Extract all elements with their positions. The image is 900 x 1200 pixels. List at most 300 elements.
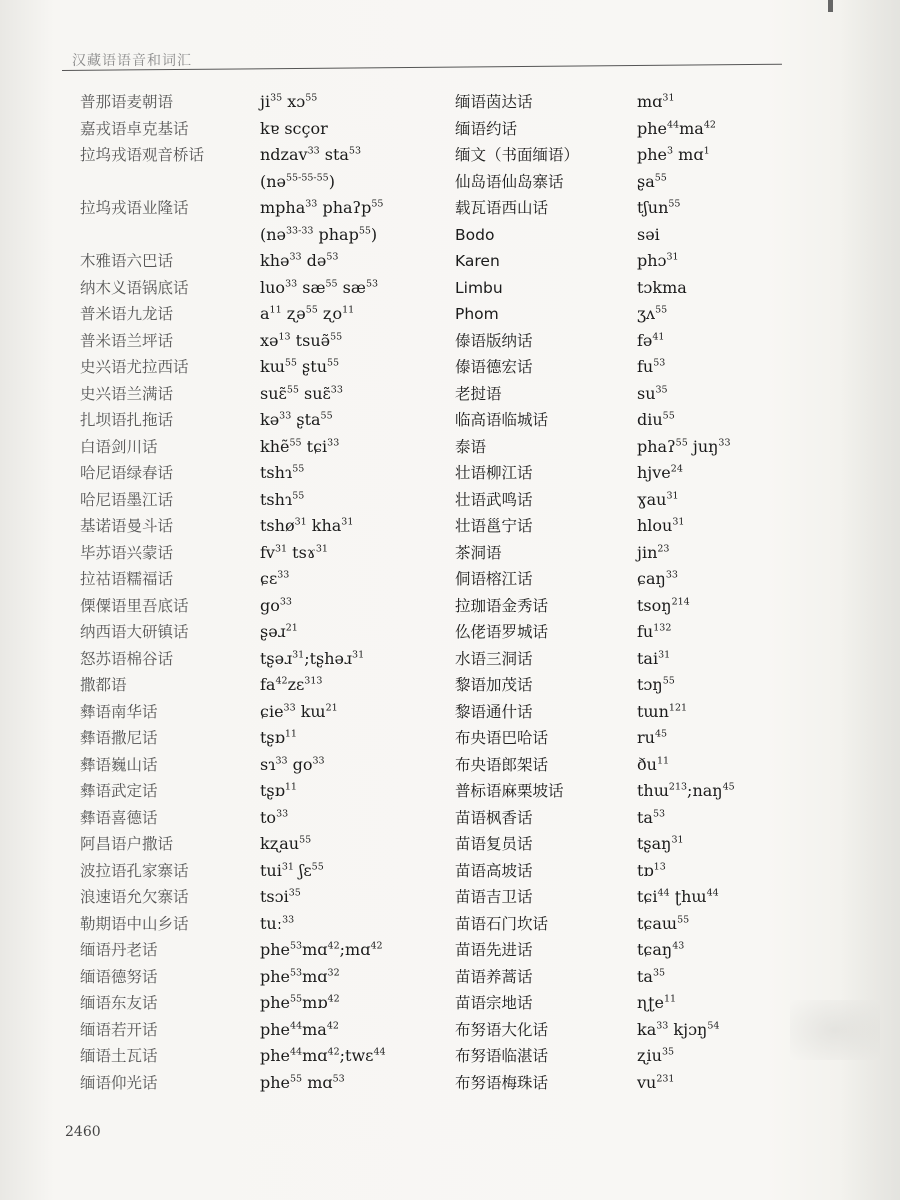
- pronunciation: [260, 543, 328, 563]
- tone-number: 31: [666, 251, 679, 263]
- phonetic-text: zɛ: [287, 675, 305, 694]
- tone-number: 33: [307, 145, 320, 157]
- pronunciation: [637, 543, 669, 563]
- phonetic-text: ɕaŋ: [637, 569, 666, 588]
- phonetic-text: ji: [260, 92, 271, 111]
- pronunciation: [637, 569, 678, 589]
- language-name: 怒苏语棉谷话: [80, 649, 174, 668]
- language-name: 阿昌语户撒话: [80, 835, 174, 853]
- tone-number: 33: [279, 596, 292, 608]
- phonetic-text: ru: [637, 728, 655, 747]
- pronunciation: [260, 490, 304, 510]
- phonetic-text: kɐ scçor: [260, 118, 328, 138]
- language-name: 普米语兰坪话: [80, 331, 174, 350]
- tone-number: 53: [290, 967, 303, 979]
- tone-number: 313: [304, 675, 323, 687]
- tone-number: 33: [656, 1020, 669, 1032]
- language-name: 布努语临湛话: [455, 1047, 549, 1065]
- pronunciation: [260, 516, 353, 536]
- language-name: 苗语吉卫话: [455, 888, 533, 906]
- language-name: Bodo: [455, 225, 495, 244]
- phonetic-text: ndzav: [260, 145, 308, 164]
- phonetic-text: ʈhɯ: [669, 887, 707, 906]
- tone-number: 42: [327, 940, 340, 952]
- language-name: 壮语邕宁话: [455, 517, 533, 535]
- phonetic-text: phɔ: [637, 251, 667, 270]
- language-name: 缅语若开话: [80, 1020, 158, 1039]
- language-name: 茶洞语: [455, 543, 502, 562]
- tone-number: 33-33: [286, 225, 314, 237]
- language-name: 缅语丹老话: [80, 941, 158, 959]
- pronunciation: [260, 304, 354, 324]
- tone-number: 53: [326, 251, 339, 263]
- pronunciation: [260, 940, 383, 960]
- pronunciation: [260, 1046, 386, 1066]
- phonetic-text: tsɤ: [287, 542, 316, 562]
- tone-number: 33: [279, 410, 292, 422]
- pronunciation: [260, 649, 364, 669]
- language-name: 纳木义语锅底话: [80, 278, 189, 297]
- pronunciation: [637, 410, 675, 430]
- tone-number: 11: [269, 304, 282, 316]
- tone-number: 53: [653, 357, 666, 369]
- phonetic-text: fu: [637, 622, 654, 641]
- tone-number: 45: [722, 781, 735, 793]
- pronunciation: [637, 808, 665, 828]
- language-name: 老挝语: [455, 384, 502, 403]
- tone-number: 11: [284, 728, 297, 740]
- pronunciation: [260, 1073, 345, 1093]
- tone-number: 31: [294, 516, 307, 528]
- phonetic-text: ;naŋ: [687, 781, 723, 800]
- phonetic-text: phe: [260, 1072, 291, 1092]
- tone-number: 55: [662, 675, 675, 687]
- tone-number: 53: [290, 940, 303, 952]
- page-number: 2460: [65, 1124, 101, 1140]
- phonetic-text: ma: [679, 118, 704, 138]
- tone-number: 35: [655, 384, 668, 396]
- language-name: 缅文（书面缅语）: [455, 146, 580, 164]
- phonetic-text: fa: [260, 675, 276, 694]
- phonetic-text: mɑ: [302, 1046, 328, 1065]
- phonetic-text: ): [370, 224, 378, 244]
- language-name: 载瓦语西山话: [455, 199, 549, 217]
- language-name: 木雅语六巴话: [80, 252, 174, 270]
- tone-number: 33: [285, 278, 298, 290]
- phonetic-text: thɯ: [637, 781, 669, 800]
- phonetic-text: kə: [260, 410, 280, 429]
- phonetic-text: phe: [260, 993, 291, 1012]
- tone-number: 53: [348, 145, 362, 157]
- language-name: 苗语先进话: [455, 941, 533, 959]
- pronunciation: [637, 967, 665, 987]
- tone-number: 33: [327, 437, 340, 449]
- phonetic-text: tsuə̃: [290, 330, 331, 350]
- tone-number: 44: [290, 1046, 303, 1058]
- phonetic-text: kha: [306, 516, 342, 535]
- tone-number: 55: [290, 1073, 303, 1085]
- tone-number: 31: [281, 861, 294, 873]
- pronunciation: [260, 702, 338, 722]
- pronunciation: [260, 1020, 339, 1040]
- language-name: 临高语临城话: [455, 411, 549, 429]
- pronunciation: [260, 569, 289, 589]
- language-name: 布央语郎架话: [455, 755, 549, 774]
- pronunciation: [637, 702, 687, 722]
- pronunciation: [260, 172, 335, 192]
- phonetic-text: kɯ: [295, 701, 326, 721]
- tone-number: 42: [275, 675, 288, 687]
- pronunciation: [260, 887, 301, 907]
- phonetic-text: su: [637, 383, 656, 403]
- phonetic-text: kɯ: [260, 357, 285, 376]
- phonetic-text: kʐau: [260, 834, 300, 853]
- phonetic-text: (nə: [260, 224, 287, 244]
- pronunciation: [260, 225, 377, 245]
- pronunciation: [637, 649, 670, 669]
- language-name: 傣语版纳话: [455, 331, 533, 350]
- language-name: 浪速语允欠寨话: [80, 888, 189, 906]
- phonetic-text: tshɿ: [260, 489, 293, 509]
- tone-number: 31: [315, 543, 328, 555]
- language-name: 史兴语尤拉西话: [80, 358, 189, 376]
- phonetic-text: tɔŋ: [637, 675, 663, 694]
- pronunciation: [637, 145, 710, 165]
- phonetic-text: ): [328, 171, 335, 191]
- phonetic-text: go: [260, 595, 280, 615]
- phonetic-text: hlou: [637, 516, 673, 535]
- tone-number: 55: [286, 384, 299, 396]
- tone-number: 55: [320, 410, 333, 422]
- pronunciation: [637, 861, 666, 881]
- tone-number: 55: [325, 278, 338, 290]
- pronunciation: [637, 384, 668, 404]
- pronunciation: [260, 145, 361, 165]
- phonetic-text: ʂəɹ: [260, 622, 286, 641]
- pronunciation: [637, 304, 667, 324]
- pronunciation: [637, 172, 667, 192]
- phonetic-text: khẽ: [260, 436, 290, 456]
- phonetic-text: tʂɒ: [260, 728, 285, 747]
- pronunciation: [260, 993, 340, 1013]
- language-name: 普米语九龙话: [80, 305, 174, 323]
- pronunciation: [637, 940, 684, 960]
- phonetic-text: mɑ: [302, 1072, 333, 1092]
- phonetic-text: fv: [260, 542, 275, 562]
- phonetic-text: phe: [260, 1019, 291, 1039]
- phonetic-text: phap: [313, 224, 359, 244]
- phonetic-text: tʂɒ: [260, 781, 285, 800]
- pronunciation: [260, 410, 333, 430]
- language-name: 苗语高坡话: [455, 861, 533, 880]
- tone-number: 53: [332, 1073, 345, 1085]
- tone-number: 11: [664, 993, 677, 1005]
- phonetic-text: ma: [302, 1019, 327, 1039]
- language-name: 毕苏语兴蒙话: [80, 543, 174, 562]
- phonetic-text: diu: [637, 410, 663, 429]
- phonetic-text: vu: [637, 1072, 657, 1092]
- phonetic-text: a: [260, 304, 270, 323]
- language-name: 拉坞戎语观音桥话: [80, 146, 205, 164]
- tone-number: 55: [655, 304, 668, 316]
- phonetic-text: tɕaɯ: [637, 913, 678, 933]
- tone-number: 55: [289, 437, 302, 449]
- language-name: 黎语通什话: [455, 702, 533, 721]
- phonetic-text: hjve: [637, 463, 671, 482]
- tone-number: 31: [341, 516, 354, 528]
- tone-number: 41: [652, 331, 665, 343]
- phonetic-text: tsoŋ: [637, 595, 672, 615]
- language-name: 苗语枫香话: [455, 808, 533, 827]
- pronunciation: [637, 278, 687, 298]
- phonetic-text: ;twɛ: [339, 1046, 374, 1065]
- language-name: Karen: [455, 252, 500, 270]
- language-name: 嘉戎语卓克基话: [80, 119, 189, 138]
- pronunciation: [260, 914, 294, 934]
- language-name: 缅语仰光话: [80, 1073, 158, 1092]
- tone-number: 33: [282, 914, 295, 926]
- tone-number: 132: [653, 622, 672, 634]
- tone-number: 42: [327, 993, 340, 1005]
- tone-number: 33: [277, 569, 290, 581]
- pronunciation: [260, 384, 343, 404]
- phonetic-text: ðu: [637, 754, 657, 774]
- language-name: 基诺语曼斗话: [80, 517, 174, 535]
- pronunciation: [260, 278, 378, 298]
- pronunciation: [637, 225, 660, 245]
- tone-number: 55: [311, 861, 324, 873]
- language-name: 彝语撒尼话: [80, 729, 158, 747]
- language-name: 缅语东友话: [80, 994, 158, 1012]
- phonetic-text: phe: [260, 966, 291, 986]
- tone-number: 55: [330, 331, 343, 343]
- pronunciation: [637, 1020, 719, 1040]
- pronunciation: [260, 675, 322, 695]
- pronunciation: [637, 993, 676, 1013]
- tone-number: 42: [370, 940, 383, 952]
- tone-number: 53: [365, 278, 379, 290]
- pronunciation: [637, 728, 667, 748]
- pronunciation: [260, 808, 288, 828]
- tone-number: 42: [326, 1020, 339, 1032]
- phonetic-text: tai: [637, 648, 659, 668]
- corner-mark: [828, 0, 833, 12]
- tone-number: 13: [278, 331, 291, 343]
- tone-number: 33: [289, 251, 302, 263]
- phonetic-text: ʂa: [637, 171, 655, 191]
- language-name: 彝语南华话: [80, 702, 158, 721]
- tone-number: 31: [274, 543, 288, 555]
- tone-number: 55: [675, 437, 688, 449]
- tone-number: 55: [292, 463, 305, 475]
- tone-number: 32: [327, 967, 340, 979]
- phonetic-text: sɿ: [260, 754, 276, 774]
- pronunciation: [637, 463, 683, 483]
- language-name: 哈尼语墨江话: [80, 490, 174, 509]
- pronunciation: [260, 834, 311, 854]
- phonetic-text: mɑ: [673, 145, 704, 164]
- pronunciation: [260, 119, 328, 139]
- phonetic-text: ɳʈe: [637, 993, 664, 1012]
- tone-number: 35: [661, 1046, 675, 1058]
- pronunciation: [637, 516, 684, 536]
- phonetic-text: ʐiu: [637, 1046, 662, 1065]
- language-name: 黎语加茂话: [455, 676, 533, 694]
- phonetic-text: ɕie: [260, 701, 284, 721]
- language-name: 泰语: [455, 437, 487, 456]
- tone-number: 21: [325, 702, 338, 714]
- phonetic-text: sta: [319, 145, 349, 164]
- tone-number: 44: [290, 1020, 303, 1032]
- pronunciation: [260, 331, 342, 351]
- phonetic-text: tɕaŋ: [637, 940, 673, 959]
- pronunciation: [637, 198, 680, 218]
- language-name: 仙岛语仙岛寨话: [455, 172, 564, 191]
- language-name: 苗语石门坎话: [455, 914, 549, 933]
- tone-number: 31: [658, 649, 671, 661]
- tone-number: 55: [677, 914, 690, 926]
- pronunciation: [637, 781, 735, 801]
- pronunciation: [260, 781, 297, 801]
- pronunciation: [260, 198, 383, 218]
- phonetic-text: phaʔp: [317, 198, 372, 217]
- tone-number: 1: [703, 145, 710, 157]
- phonetic-text: səi: [637, 224, 660, 244]
- tone-number: 35: [288, 887, 301, 899]
- language-name: 史兴语兰满话: [80, 384, 174, 403]
- tone-number: 121: [668, 702, 688, 714]
- language-name: 撒都语: [80, 676, 127, 694]
- phonetic-text: tɕi: [301, 436, 328, 456]
- tone-number: 55: [327, 357, 340, 369]
- phonetic-text: tʂəɹ: [260, 648, 293, 668]
- language-name: 缅语约话: [455, 119, 518, 138]
- tone-number: 55: [305, 92, 318, 104]
- language-name: 哈尼语绿春话: [80, 464, 174, 482]
- tone-number: 11: [656, 755, 670, 767]
- tone-number: 33: [665, 569, 678, 581]
- pronunciation: [260, 463, 304, 483]
- tone-number: 24: [670, 463, 683, 475]
- phonetic-text: də: [301, 251, 327, 270]
- phonetic-text: mpha: [260, 198, 306, 217]
- language-name: 波拉语孔家寨话: [80, 861, 189, 880]
- language-name: 布努语梅珠话: [455, 1073, 549, 1092]
- pronunciation: [260, 967, 340, 987]
- language-name: 苗语复员话: [455, 835, 533, 853]
- language-name: 拉祜语糯福话: [80, 570, 174, 588]
- tone-number: 42: [327, 1046, 340, 1058]
- language-name: 缅语土瓦话: [80, 1047, 158, 1065]
- tone-number: 231: [656, 1073, 675, 1085]
- language-name: 侗语榕江话: [455, 570, 533, 588]
- tone-number: 44: [657, 887, 670, 899]
- phonetic-text: phe: [260, 940, 291, 959]
- phonetic-text: tʃun: [637, 198, 669, 217]
- tone-number: 31: [672, 516, 685, 528]
- tone-number: 31: [671, 834, 684, 846]
- tone-number: 55: [299, 834, 312, 846]
- phonetic-text: ʐə: [281, 304, 306, 323]
- tone-number: 55-55-55: [286, 172, 329, 184]
- pronunciation: [260, 861, 324, 881]
- phonetic-text: sæ: [337, 277, 366, 297]
- tone-number: 11: [342, 304, 355, 316]
- language-name: Limbu: [455, 278, 503, 297]
- phonetic-text: mɑ: [302, 966, 328, 986]
- phonetic-text: luo: [260, 277, 286, 297]
- phonetic-text: juŋ: [687, 436, 719, 456]
- tone-number: 33: [275, 755, 288, 767]
- language-name: 彝语巍山话: [80, 755, 158, 774]
- tone-number: 13: [653, 861, 666, 873]
- phonetic-text: xə: [260, 330, 279, 350]
- language-name: 普标语麻栗坡话: [455, 782, 564, 800]
- phonetic-text: ;tʂhəɹ: [304, 648, 353, 668]
- tone-number: 43: [672, 940, 685, 952]
- tone-number: 213: [668, 781, 688, 793]
- pronunciation: [637, 1073, 674, 1093]
- tone-number: 33: [312, 755, 325, 767]
- pronunciation: [637, 887, 719, 907]
- phonetic-text: suɛ̃: [298, 383, 331, 403]
- pronunciation: [637, 675, 675, 695]
- phonetic-text: ka: [637, 1019, 657, 1039]
- tone-number: 33: [305, 198, 318, 210]
- phonetic-text: go: [287, 754, 313, 774]
- tone-number: 35: [270, 92, 283, 104]
- language-name: 普那语麦朝语: [80, 93, 174, 111]
- language-name: 傈僳语里吾底话: [80, 596, 189, 615]
- pronunciation: [260, 728, 297, 748]
- phonetic-text: mɑ: [637, 92, 663, 111]
- tone-number: 33: [330, 384, 343, 396]
- tone-number: 55: [662, 410, 675, 422]
- language-name: 彝语喜德话: [80, 808, 158, 827]
- phonetic-text: (nə: [260, 171, 287, 191]
- pronunciation: [637, 331, 664, 351]
- bleed-through-shadow: [790, 1000, 880, 1060]
- phonetic-text: kjɔŋ: [668, 1019, 708, 1039]
- tone-number: 55: [284, 357, 297, 369]
- phonetic-text: ta: [637, 966, 653, 986]
- phonetic-text: tuː: [260, 913, 283, 933]
- phonetic-text: ʐo: [317, 304, 343, 323]
- phonetic-text: ;mɑ: [339, 940, 371, 959]
- phonetic-text: phe: [260, 1046, 291, 1065]
- language-name: 缅语茵达话: [455, 93, 533, 111]
- tone-number: 44: [667, 119, 680, 131]
- running-head: 汉藏语语音和词汇: [72, 53, 192, 69]
- pronunciation: [637, 596, 690, 616]
- phonetic-text: phe: [637, 145, 668, 164]
- phonetic-text: tui: [260, 860, 282, 880]
- phonetic-text: fu: [637, 357, 654, 376]
- language-name: 拉坞戎语业隆话: [80, 199, 189, 217]
- tone-number: 21: [285, 622, 298, 634]
- tone-number: 55: [292, 490, 305, 502]
- phonetic-text: xɔ: [282, 92, 306, 111]
- tone-number: 31: [662, 92, 675, 104]
- phonetic-text: tɯn: [637, 701, 669, 721]
- phonetic-text: mɑ: [302, 940, 328, 959]
- tone-number: 33: [276, 808, 289, 820]
- tone-number: 31: [292, 649, 305, 661]
- tone-number: 53: [652, 808, 666, 820]
- tone-number: 42: [703, 119, 716, 131]
- phonetic-text: phe: [637, 118, 668, 138]
- pronunciation: [260, 92, 317, 112]
